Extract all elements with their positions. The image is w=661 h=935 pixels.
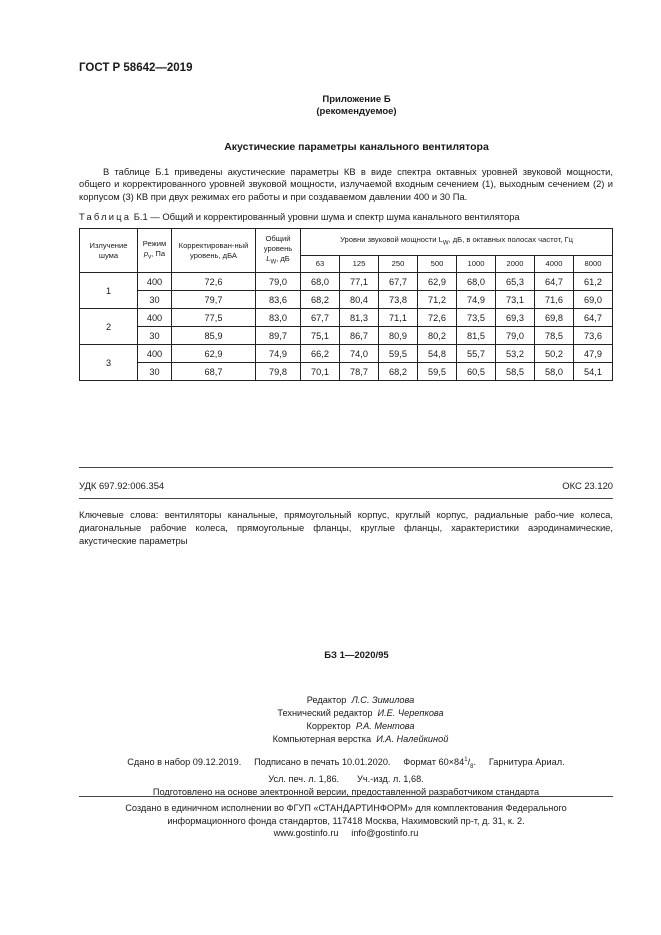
editor-name: Л.С. Зимилова bbox=[351, 695, 415, 705]
divider-top bbox=[79, 467, 613, 468]
footer-web-link[interactable]: www.gostinfo.ru bbox=[273, 828, 339, 838]
cell-band: 68,0 bbox=[301, 273, 340, 291]
cell-band: 50,2 bbox=[535, 345, 574, 363]
typeset-date: Сдано в набор 09.12.2019. bbox=[127, 757, 242, 768]
cell-corrected: 72,6 bbox=[172, 273, 256, 291]
header-total-sub: W bbox=[270, 259, 277, 266]
cell-band: 78,5 bbox=[535, 327, 574, 345]
cell-band: 68,2 bbox=[301, 291, 340, 309]
header-octave-pre: Уровни звуковой мощности L bbox=[340, 235, 443, 245]
header-frequency: 4000 bbox=[535, 256, 574, 273]
cell-band: 68,0 bbox=[457, 273, 496, 291]
cell-band: 69,3 bbox=[496, 309, 535, 327]
cell-band: 81,5 bbox=[457, 327, 496, 345]
cell-band: 73,6 bbox=[574, 327, 613, 345]
document-id: ГОСТ Р 58642—2019 bbox=[79, 62, 193, 74]
header-octave bbox=[301, 229, 613, 256]
section-title-text: Акустические параметры канального вентилятора bbox=[224, 141, 489, 153]
table-caption bbox=[79, 211, 520, 222]
publishing-line-1 bbox=[79, 754, 613, 773]
cell-band: 67,7 bbox=[379, 273, 418, 291]
cell-corrected: 62,9 bbox=[172, 345, 256, 363]
cell-band: 53,2 bbox=[496, 345, 535, 363]
publishing-info bbox=[79, 754, 613, 798]
editor-line bbox=[60, 720, 661, 733]
header-total-unit: , дБ bbox=[276, 253, 290, 263]
cell-band: 67,7 bbox=[301, 309, 340, 327]
header-octave-sub: W bbox=[442, 240, 449, 247]
divider-bottom bbox=[79, 796, 613, 797]
cell-corrected: 85,9 bbox=[172, 327, 256, 345]
table-row bbox=[80, 309, 613, 327]
footer-line-1: Создано в единичном исполнении во ФГУП «СТАНДАРТИНФОРМ» для комплектования Федерального bbox=[125, 803, 567, 813]
cell-total: 79,8 bbox=[256, 363, 301, 381]
cell-mode: 400 bbox=[138, 273, 172, 291]
cell-band: 80,2 bbox=[418, 327, 457, 345]
divider-middle bbox=[79, 498, 613, 499]
editor-line bbox=[60, 707, 661, 720]
editor-name: Р.А. Ментова bbox=[355, 721, 415, 731]
publishing-line-3: Подготовлено на основе электронной версии, предоставленной разработчиком стандарта bbox=[152, 786, 540, 797]
cell-band: 55,7 bbox=[457, 345, 496, 363]
cell-band: 74,9 bbox=[457, 291, 496, 309]
udk-code: УДК 697.92:006.354 bbox=[79, 480, 165, 491]
cell-band: 66,2 bbox=[301, 345, 340, 363]
cell-band: 65,3 bbox=[496, 273, 535, 291]
table-caption-word: Таблица bbox=[79, 211, 132, 222]
header-frequency: 250 bbox=[379, 256, 418, 273]
cell-band: 69,8 bbox=[535, 309, 574, 327]
cell-band: 58,5 bbox=[496, 363, 535, 381]
cell-band: 72,6 bbox=[418, 309, 457, 327]
footer-line-3 bbox=[79, 827, 613, 840]
intro-paragraph bbox=[79, 166, 613, 203]
header-mode-sub: v bbox=[148, 254, 152, 261]
format-den: 8 bbox=[470, 763, 474, 770]
cell-band: 75,1 bbox=[301, 327, 340, 345]
editor-role: Редактор bbox=[306, 695, 347, 705]
cell-band: 70,1 bbox=[301, 363, 340, 381]
table-caption-text: Б.1 — Общий и корректированный уровни шума и спектр шума канального вентилятора bbox=[133, 211, 520, 222]
cell-band: 62,9 bbox=[418, 273, 457, 291]
print-date: Подписано в печать 10.01.2020. bbox=[254, 757, 391, 768]
cell-band: 80,9 bbox=[379, 327, 418, 345]
cell-band: 64,7 bbox=[574, 309, 613, 327]
table-row bbox=[80, 273, 613, 291]
cell-band: 54,1 bbox=[574, 363, 613, 381]
header-frequency: 63 bbox=[301, 256, 340, 273]
header-total-symbol: L bbox=[266, 253, 271, 263]
table-row bbox=[80, 327, 613, 345]
cell-band: 71,6 bbox=[535, 291, 574, 309]
intro-paragraph-text: В таблице Б.1 приведены акустические параметры КВ в виде спектра октавных уровней звуковой мощности, общего и корректированного уровней звуковой мощности, излучаемой входным сечением (1), выходным сечением (2) и корпусом (3) КВ при двух режимах его работы и при создаваемом давлении 400 и 30 Па. bbox=[79, 166, 613, 202]
header-frequency: 125 bbox=[340, 256, 379, 273]
footer-email-link[interactable]: info@gostinfo.ru bbox=[351, 828, 419, 838]
cell-band: 47,9 bbox=[574, 345, 613, 363]
header-mode-unit: , Па bbox=[151, 248, 166, 258]
cell-total: 83,6 bbox=[256, 291, 301, 309]
header-total bbox=[256, 229, 301, 273]
cell-total: 79,0 bbox=[256, 273, 301, 291]
cell-band: 68,2 bbox=[379, 363, 418, 381]
header-mode-symbol: p bbox=[143, 248, 149, 258]
bz-number-text: БЗ 1—2020/95 bbox=[324, 650, 389, 661]
section-title bbox=[0, 141, 661, 153]
table-row bbox=[80, 363, 613, 381]
cell-band: 61,2 bbox=[574, 273, 613, 291]
annex-status: (рекомендуемое) bbox=[316, 106, 397, 117]
cell-total: 83,0 bbox=[256, 309, 301, 327]
cell-mode: 30 bbox=[138, 327, 172, 345]
cell-band: 59,5 bbox=[418, 363, 457, 381]
cell-corrected: 77,5 bbox=[172, 309, 256, 327]
cell-noise-source: 2 bbox=[80, 309, 138, 345]
cell-band: 69,0 bbox=[574, 291, 613, 309]
header-octave-post: , дБ, в октавных полосах частот, Гц bbox=[448, 235, 573, 245]
cell-band: 58,0 bbox=[535, 363, 574, 381]
header-frequency: 2000 bbox=[496, 256, 535, 273]
cell-band: 74,0 bbox=[340, 345, 379, 363]
footer bbox=[79, 802, 613, 840]
oks-code: ОКС 23.120 bbox=[562, 480, 613, 491]
cell-band: 64,7 bbox=[535, 273, 574, 291]
cell-mode: 400 bbox=[138, 345, 172, 363]
editor-name: И.А. Налейкиной bbox=[376, 734, 449, 744]
cell-band: 71,1 bbox=[379, 309, 418, 327]
header-frequency: 8000 bbox=[574, 256, 613, 273]
cell-mode: 30 bbox=[138, 291, 172, 309]
format-text: Формат 60×84 bbox=[403, 757, 465, 768]
format: Формат $60\times 84^1/_8$. bbox=[403, 757, 477, 770]
cell-band: 73,5 bbox=[457, 309, 496, 327]
cell-total: 89,7 bbox=[256, 327, 301, 345]
cell-band: 54,8 bbox=[418, 345, 457, 363]
header-frequency: 500 bbox=[418, 256, 457, 273]
header-frequency: 1000 bbox=[457, 256, 496, 273]
print-sheets: Усл. печ. л. 1,86. bbox=[268, 774, 340, 785]
cell-band: 77,1 bbox=[340, 273, 379, 291]
cell-band: 73,8 bbox=[379, 291, 418, 309]
cell-band: 60,5 bbox=[457, 363, 496, 381]
cell-total: 74,9 bbox=[256, 345, 301, 363]
cell-band: 79,0 bbox=[496, 327, 535, 345]
editor-role: Компьютерная верстка bbox=[272, 734, 372, 744]
editor-line bbox=[60, 733, 661, 746]
publishing-line-2 bbox=[79, 773, 613, 786]
header-corrected: Корректирован-ный уровень, дБА bbox=[172, 229, 256, 273]
cell-corrected: 68,7 bbox=[172, 363, 256, 381]
table-body bbox=[80, 273, 613, 381]
bz-number bbox=[0, 650, 661, 661]
cell-noise-source: 1 bbox=[80, 273, 138, 309]
cell-band: 86,7 bbox=[340, 327, 379, 345]
header-mode-label: Режим bbox=[142, 238, 167, 248]
editor-role: Технический редактор bbox=[277, 708, 373, 718]
header-total-label: Общий уровень bbox=[263, 233, 293, 253]
typeface: Гарнитура Ариал. bbox=[488, 757, 565, 768]
cell-band: 80,4 bbox=[340, 291, 379, 309]
cell-band: 78,7 bbox=[340, 363, 379, 381]
acoustic-table bbox=[79, 228, 613, 381]
editor-line bbox=[60, 694, 661, 707]
editor-name: И.Е. Черепкова bbox=[377, 708, 444, 718]
table-row bbox=[80, 291, 613, 309]
format-num: 1 bbox=[464, 757, 468, 763]
cell-band: 73,1 bbox=[496, 291, 535, 309]
editors-block bbox=[0, 694, 661, 746]
annex-heading bbox=[0, 94, 661, 118]
cell-mode: 30 bbox=[138, 363, 172, 381]
header-noise: Излучение шума bbox=[80, 229, 138, 273]
table-row bbox=[80, 345, 613, 363]
cell-noise-source: 3 bbox=[80, 345, 138, 381]
footer-line-2: информационного фонда стандартов, 117418 Москва, Нахимовский пр-т, д. 31, к. 2. bbox=[167, 815, 525, 826]
header-mode bbox=[138, 229, 172, 273]
editor-role: Корректор bbox=[306, 721, 351, 731]
cell-band: 59,5 bbox=[379, 345, 418, 363]
annex-title: Приложение Б bbox=[322, 94, 391, 105]
cell-corrected: 79,7 bbox=[172, 291, 256, 309]
cell-band: 71,2 bbox=[418, 291, 457, 309]
cell-band: 81,3 bbox=[340, 309, 379, 327]
publisher-sheets: Уч.-изд. л. 1,68. bbox=[356, 774, 424, 785]
keywords: Ключевые слова: вентиляторы канальные, прямоугольный корпус, круглый корпус, радиальные рабо-чие колеса, диагональные рабочие колеса, прямоугольные фланцы, круглые фланцы, характеристики аэродинамические, акустические параметры bbox=[79, 509, 613, 546]
cell-mode: 400 bbox=[138, 309, 172, 327]
